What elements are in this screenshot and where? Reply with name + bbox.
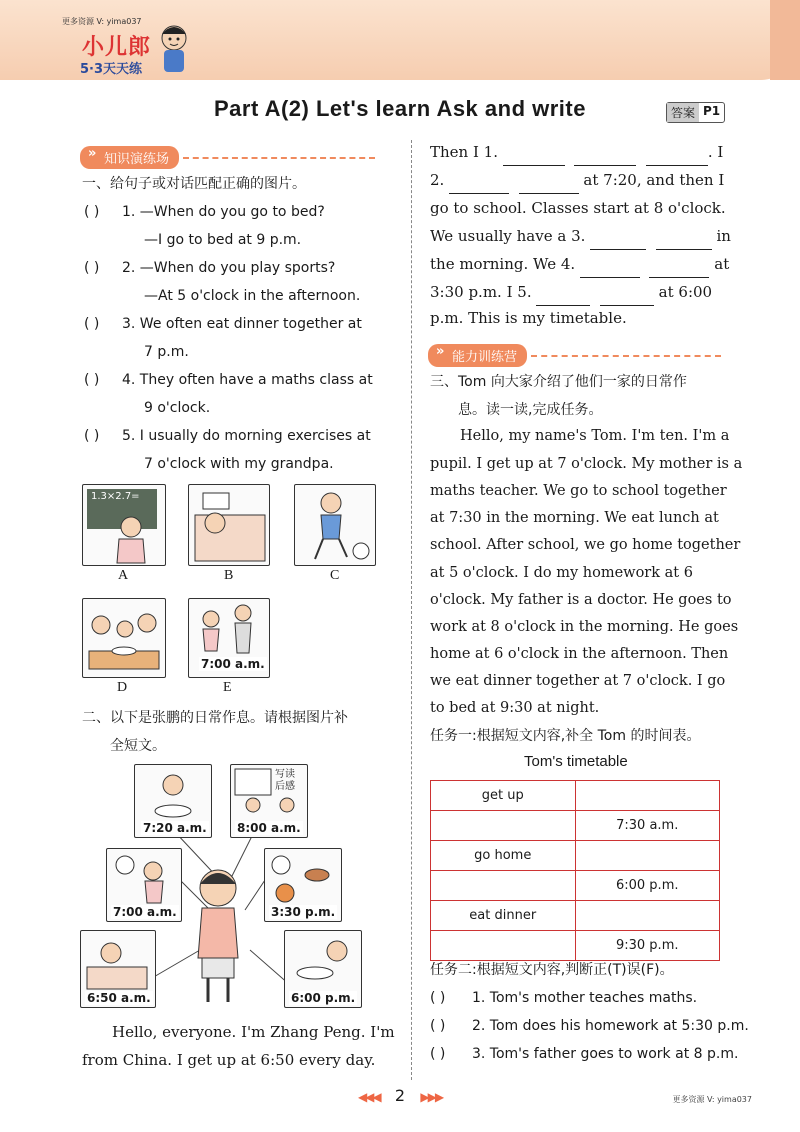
picture-b-label: B xyxy=(224,568,234,583)
cont-text-10: 3:30 p.m. I 5. xyxy=(430,283,537,301)
tom-passage-line2: pupil. I get up at 7 o'clock. My mother is a xyxy=(430,456,743,472)
instruction-3a: 三、Tom 向大家介绍了他们一家的日常作 xyxy=(430,374,687,390)
routine-pic-3 xyxy=(106,848,182,922)
sports-icon xyxy=(295,485,375,565)
table-cell: 6:00 p.m. xyxy=(575,871,720,901)
section-heading-label: » 知识演练场 xyxy=(80,146,179,169)
timetable xyxy=(430,780,720,961)
item-1-line1: 1. —When do you go to bed? xyxy=(122,204,325,220)
table-row xyxy=(431,781,720,811)
tom-passage-line9: home at 6 o'clock in the afternoon. Then xyxy=(430,646,729,662)
blank-2a[interactable] xyxy=(449,179,509,194)
instruction-2a: 二、以下是张鹏的日常作息。请根据图片补 xyxy=(82,710,348,726)
item-4-line1: 4. They often have a maths class at xyxy=(122,372,373,388)
tom-passage-line3: maths teacher. We go to school together xyxy=(430,483,727,499)
item-2-line1: 2. —When do you play sports? xyxy=(122,260,336,276)
passage-cont-line7: p.m. This is my timetable. xyxy=(430,309,627,327)
table-cell: get up xyxy=(431,781,576,811)
table-row xyxy=(431,871,720,901)
cont-text-8: the morning. We 4. xyxy=(430,255,580,273)
item-3-line1: 3. We often eat dinner together at xyxy=(122,316,362,332)
table-cell: 9:30 p.m. xyxy=(575,931,720,961)
instruction-3b: 息。读一读,完成任务。 xyxy=(458,402,603,418)
judge-item-3: 3. Tom's father goes to work at 8 p.m. xyxy=(472,1046,739,1062)
tom-passage-line6: at 5 o'clock. I do my homework at 6 xyxy=(430,565,693,581)
cont-text-7: in xyxy=(711,227,731,245)
blank-4b[interactable] xyxy=(649,263,709,278)
routine-pic-1 xyxy=(134,764,212,838)
prev-page-icon[interactable]: ◀◀◀ xyxy=(357,1090,380,1104)
task-2-label: 任务二:根据短文内容,判断正(T)误(F)。 xyxy=(430,962,674,978)
section-heading-1 xyxy=(80,146,375,169)
tom-passage-line11: to bed at 9:30 at night. xyxy=(430,700,600,716)
tom-passage-line1: Hello, my name's Tom. I'm ten. I'm a xyxy=(460,428,730,444)
blank-1a[interactable] xyxy=(503,151,565,166)
brand-subtitle: 5·3天天练 xyxy=(80,62,143,77)
blank-3a[interactable] xyxy=(590,235,646,250)
routine-pic-2 xyxy=(230,764,308,838)
table-cell: 7:30 a.m. xyxy=(575,811,720,841)
routine-time-6: 6:00 p.m. xyxy=(291,991,356,1005)
blank-3b[interactable] xyxy=(656,235,712,250)
answer-tag[interactable] xyxy=(666,102,725,123)
instruction-2b: 全短文。 xyxy=(110,738,166,754)
table-row xyxy=(431,811,720,841)
instruction-1: 一、给句子或对话匹配正确的图片。 xyxy=(82,176,306,192)
section-heading-label-3: » 能力训练营 xyxy=(428,344,527,367)
routine-pic-6 xyxy=(284,930,362,1008)
passage-cont-line5 xyxy=(430,250,729,278)
passage-cont-line6 xyxy=(430,278,712,306)
passage-cont-line4 xyxy=(430,222,731,250)
next-page-icon[interactable]: ▶▶▶ xyxy=(420,1090,443,1104)
mascot-icon xyxy=(156,22,192,74)
header-edge xyxy=(770,0,800,80)
table-row xyxy=(431,841,720,871)
cont-text-1: Then I 1. xyxy=(430,143,503,161)
tom-passage-line8: work at 8 o'clock in the morning. He goes xyxy=(430,619,739,635)
blank-4a[interactable] xyxy=(580,263,640,278)
footer-note: 更多资源 V: yima037 xyxy=(672,1095,752,1104)
item-1-line2: —I go to bed at 9 p.m. xyxy=(144,232,302,248)
picture-a-label: A xyxy=(118,568,129,583)
task-1-label: 任务一:根据短文内容,补全 Tom 的时间表。 xyxy=(430,728,701,744)
brand-small-text: 更多资源 V: yima037 xyxy=(62,17,142,26)
judge-item-2: 2. Tom does his homework at 5:30 p.m. xyxy=(472,1018,749,1034)
blank-1b[interactable] xyxy=(574,151,636,166)
blank-1c[interactable] xyxy=(646,151,708,166)
answer-page: P1 xyxy=(703,104,721,118)
page-title: Part A(2) Let's learn Ask and write xyxy=(214,96,586,121)
item-5-line1: 5. I usually do morning exercises at xyxy=(122,428,371,444)
brand-name: 小儿郎 xyxy=(82,35,152,60)
tom-passage-line4: at 7:30 in the morning. We eat lunch at xyxy=(430,510,719,526)
board-caption: 1.3×2.7= xyxy=(91,491,140,502)
blank-2b[interactable] xyxy=(519,179,579,194)
tom-passage-line7: o'clock. My father is a doctor. He goes to xyxy=(430,592,732,608)
judge-item-1: 1. Tom's mother teaches maths. xyxy=(472,990,698,1006)
paren-1: ( ) xyxy=(84,204,100,220)
cont-text-2: . I xyxy=(707,143,724,161)
cont-text-9: at xyxy=(709,255,730,273)
table-row xyxy=(431,901,720,931)
table-cell-input[interactable] xyxy=(431,871,576,901)
picture-e xyxy=(188,598,270,678)
column-divider xyxy=(411,140,412,1080)
section-heading-3 xyxy=(428,344,721,367)
picture-c-label: C xyxy=(330,568,340,583)
table-cell: go home xyxy=(431,841,576,871)
item-2-line2: —At 5 o'clock in the afternoon. xyxy=(144,288,361,304)
cont-text-11: at 6:00 xyxy=(653,283,713,301)
zhang-peng-figure xyxy=(186,866,250,1006)
board-text: 写读后感 xyxy=(275,769,295,792)
table-cell-input[interactable] xyxy=(575,841,720,871)
passage-2-line2: from China. I get up at 6:50 every day. xyxy=(82,1051,376,1069)
routine-pic-4 xyxy=(264,848,342,922)
heading-divider xyxy=(183,157,375,159)
passage-2-line1: Hello, everyone. I'm Zhang Peng. I'm xyxy=(112,1023,395,1041)
heading-divider-3 xyxy=(531,355,721,357)
item-4-line2: 9 o'clock. xyxy=(144,400,211,416)
picture-b xyxy=(188,484,270,566)
picture-a xyxy=(82,484,166,566)
routine-time-2: 8:00 a.m. xyxy=(237,821,301,835)
sleeping-icon xyxy=(189,485,269,565)
judge-paren-3[interactable]: ( ) xyxy=(430,1046,446,1062)
tom-passage-line5: school. After school, we go home together xyxy=(430,537,741,553)
cont-text-3: 2. xyxy=(430,171,450,189)
picture-d xyxy=(82,598,166,678)
table-cell-input[interactable] xyxy=(575,901,720,931)
routine-time-1: 7:20 a.m. xyxy=(143,821,207,835)
item-3-line2: 7 p.m. xyxy=(144,344,189,360)
item-5-line2: 7 o'clock with my grandpa. xyxy=(144,456,334,472)
paren-2: ( ) xyxy=(84,260,100,276)
table-cell: eat dinner xyxy=(431,901,576,931)
judge-paren-1[interactable]: ( ) xyxy=(430,990,446,1006)
passage-cont-line1 xyxy=(430,138,723,166)
paren-3: ( ) xyxy=(84,316,100,332)
timetable-title: Tom's timetable xyxy=(524,753,628,770)
picture-c xyxy=(294,484,376,566)
passage-cont-line3: go to school. Classes start at 8 o'clock. xyxy=(430,199,726,217)
table-cell-input[interactable] xyxy=(431,811,576,841)
routine-time-3: 7:00 a.m. xyxy=(113,905,177,919)
routine-time-5: 6:50 a.m. xyxy=(87,991,151,1005)
routine-time-4: 3:30 p.m. xyxy=(271,905,336,919)
cont-text-4: at 7:20, and then I xyxy=(578,171,725,189)
paren-4: ( ) xyxy=(84,372,100,388)
passage-cont-line2 xyxy=(430,166,724,194)
tom-passage-line10: we eat dinner together at 7 o'clock. I go xyxy=(430,673,726,689)
routine-pic-5 xyxy=(80,930,156,1008)
picture-d-label: D xyxy=(117,680,128,695)
table-cell-input[interactable] xyxy=(575,781,720,811)
picture-e-time: 7:00 a.m. xyxy=(201,657,265,671)
answer-label: 答案 xyxy=(667,103,699,122)
cont-text-6: We usually have a 3. xyxy=(430,227,591,245)
picture-e-label: E xyxy=(223,680,232,695)
family-dinner-icon xyxy=(83,599,165,677)
judge-paren-2[interactable]: ( ) xyxy=(430,1018,446,1034)
page-number: 2 xyxy=(394,1086,406,1105)
paren-5: ( ) xyxy=(84,428,100,444)
